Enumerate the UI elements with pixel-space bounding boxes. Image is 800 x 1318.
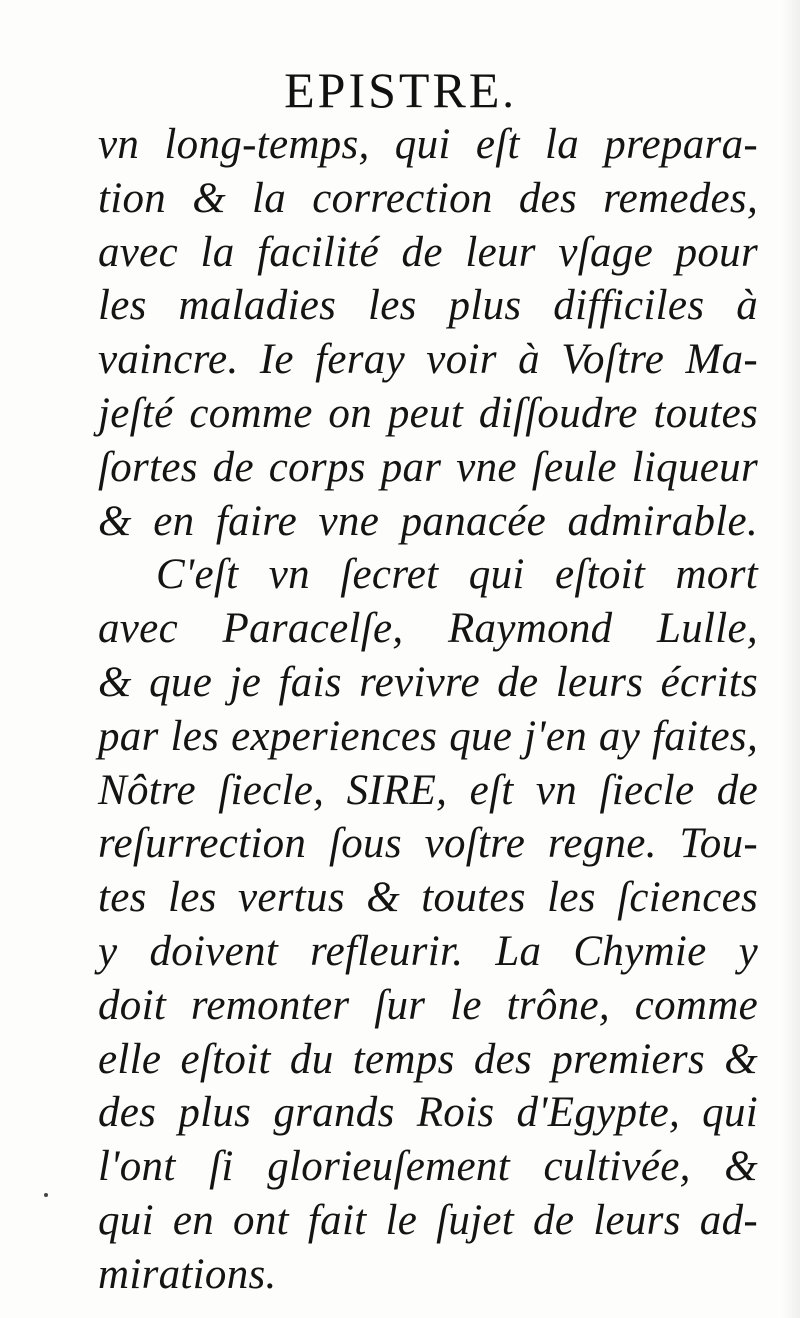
text-line: tion & la correction des remedes, bbox=[98, 174, 758, 222]
text-line: & que je fais revivre de leurs écrits bbox=[98, 658, 758, 706]
text-line: vn long-temps, qui eſt la prepara- bbox=[98, 121, 758, 168]
text-line: par les experiences que j'en ay faites, bbox=[98, 712, 758, 760]
text-line: jeſté comme on peut diſſoudre toutes bbox=[98, 389, 758, 437]
running-head-title: EPISTRE bbox=[284, 62, 503, 118]
text-line: elle eſtoit du temps des premiers & bbox=[98, 1035, 758, 1083]
ink-speck bbox=[44, 1193, 48, 1197]
running-head bbox=[0, 60, 800, 122]
text-line: Nôtre ſiecle, SIRE, eſt vn ſiecle de bbox=[98, 766, 758, 814]
text-line: tes les vertus & toutes les ſciences bbox=[98, 874, 758, 922]
body-text bbox=[98, 118, 758, 1302]
text-line: vaincre. Ie feray voir à Voſtre Ma- bbox=[98, 336, 758, 384]
text-line: doit remonter ſur le trône, comme bbox=[98, 981, 758, 1029]
text-line: des plus grands Rois d'Egypte, qui bbox=[98, 1089, 758, 1137]
text-line: avec Paracelſe, Raymond Lulle, bbox=[98, 605, 758, 653]
text-line: reſurrection ſous voſtre regne. Tou- bbox=[98, 820, 758, 868]
text-line: & en faire vne panacée admirable. bbox=[98, 497, 758, 545]
running-head-period: . bbox=[502, 66, 516, 117]
text-line: y doivent refleurir. La Chymie y bbox=[98, 927, 758, 975]
text-line-final: mirations. bbox=[98, 1250, 277, 1298]
paragraph-start-line: C'eſt vn ſecret qui eſtoit mort bbox=[156, 551, 758, 599]
text-line: ſortes de corps par vne ſeule liqueur bbox=[98, 443, 758, 491]
text-line: l'ont ſi glorieuſement cultivée, & bbox=[98, 1143, 758, 1191]
text-line: qui en ont fait le ſujet de leurs ad- bbox=[98, 1196, 758, 1244]
text-line: les maladies les plus difficiles à bbox=[98, 282, 758, 330]
page-edge-shadow bbox=[782, 0, 800, 1318]
text-line: avec la facilité de leur vſage pour bbox=[98, 228, 758, 276]
